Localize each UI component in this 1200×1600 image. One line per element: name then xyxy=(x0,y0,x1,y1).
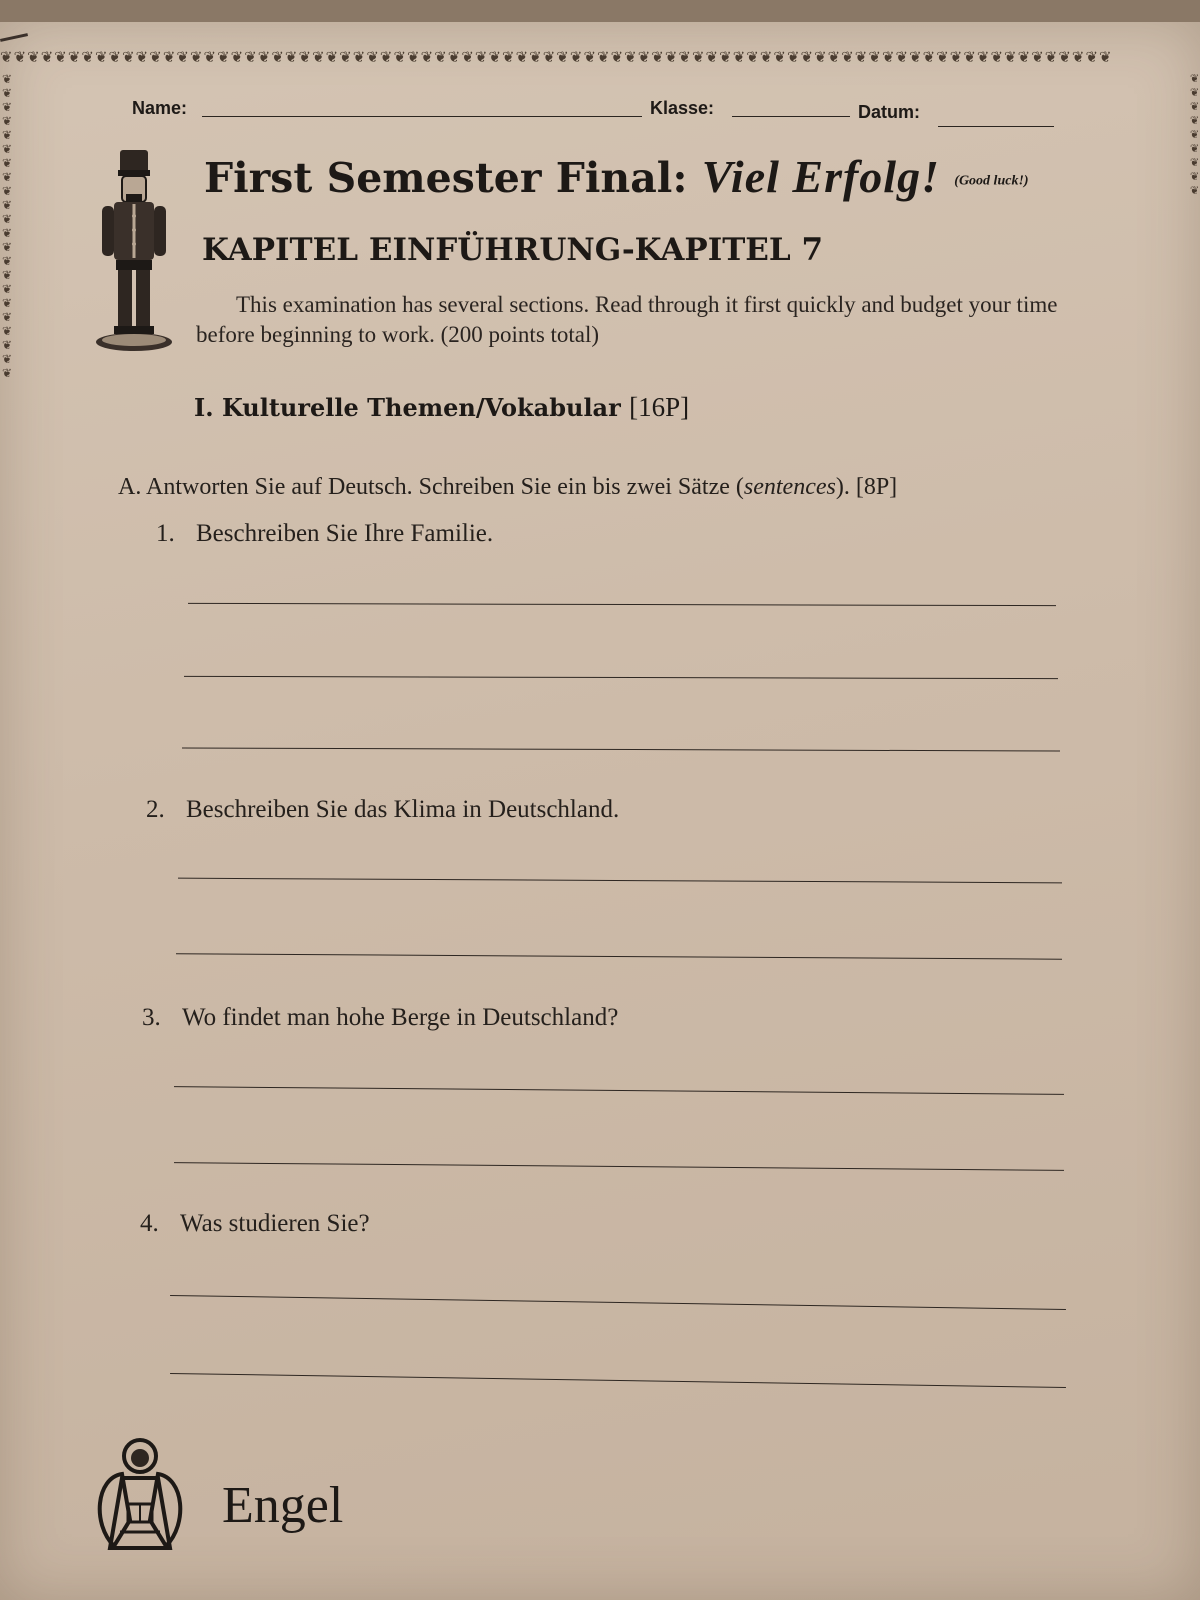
question-number: 2. xyxy=(146,796,165,823)
title-main: First Semester Final: xyxy=(204,154,688,202)
question-text: Wo findet man hohe Berge in Deutschland? xyxy=(182,1004,619,1031)
section-title: I. Kulturelle Themen/Vokabular xyxy=(194,393,621,422)
title-translation: (Good luck!) xyxy=(954,173,1029,189)
intro-paragraph: This examination has several sections. Read through it first quickly and budget your time before beginning to work. (200 points total) xyxy=(196,292,1058,347)
footer-label: Engel xyxy=(222,1477,344,1534)
nutcracker-icon xyxy=(92,146,176,354)
question-text: Was studieren Sie? xyxy=(180,1210,370,1237)
title-german: Viel Erfolg! xyxy=(701,151,940,202)
name-label: Name: xyxy=(132,98,188,118)
chapter-subtitle: KAPITEL EINFÜHRUNG-KAPITEL 7 xyxy=(202,232,824,268)
date-field[interactable] xyxy=(938,106,1054,127)
pen-mark xyxy=(0,33,28,42)
question-number: 3. xyxy=(142,1004,161,1031)
angel-icon xyxy=(92,1434,188,1552)
part-a-letter: A. xyxy=(118,474,142,500)
page-title xyxy=(204,150,1104,203)
question-text: Beschreiben Sie das Klima in Deutschland. xyxy=(186,796,620,823)
decorative-border-right: ❦❦❦❦❦❦❦❦❦ xyxy=(1190,72,1200,197)
section-heading xyxy=(194,392,689,423)
class-field[interactable] xyxy=(732,96,850,117)
part-a-text-before: Antworten Sie auf Deutsch. Schreiben Sie ein bis zwei Sätze ( xyxy=(146,474,744,500)
question-number: 4. xyxy=(140,1210,159,1237)
question-1 xyxy=(156,520,493,548)
part-a-text-after: ). [8P] xyxy=(835,474,898,500)
name-field[interactable] xyxy=(202,96,642,117)
question-4 xyxy=(140,1210,370,1238)
question-3 xyxy=(142,1004,618,1032)
question-2 xyxy=(146,796,619,824)
decorative-border-left: ❦❦❦❦❦❦❦❦❦❦❦❦❦❦❦❦❦❦❦❦❦❦ xyxy=(2,72,13,380)
date-label: Datum: xyxy=(858,102,920,122)
part-a-text-italic: sentences xyxy=(743,474,836,500)
question-text: Beschreiben Sie Ihre Familie. xyxy=(196,520,494,547)
question-number: 1. xyxy=(156,520,175,547)
decorative-border-top: ❦❦❦❦❦❦❦❦❦❦❦❦❦❦❦❦❦❦❦❦❦❦❦❦❦❦❦❦❦❦❦❦❦❦❦❦❦❦❦❦❦❦❦❦❦❦❦❦❦❦❦❦❦❦❦❦❦❦❦❦❦❦❦❦❦❦❦❦❦❦❦❦❦❦❦❦❦❦❦❦❦❦ xyxy=(0,48,1113,66)
part-a-instruction xyxy=(118,474,897,501)
section-points: [16P] xyxy=(629,392,690,422)
student-info-row xyxy=(132,96,1072,136)
class-label: Klasse: xyxy=(650,98,715,118)
